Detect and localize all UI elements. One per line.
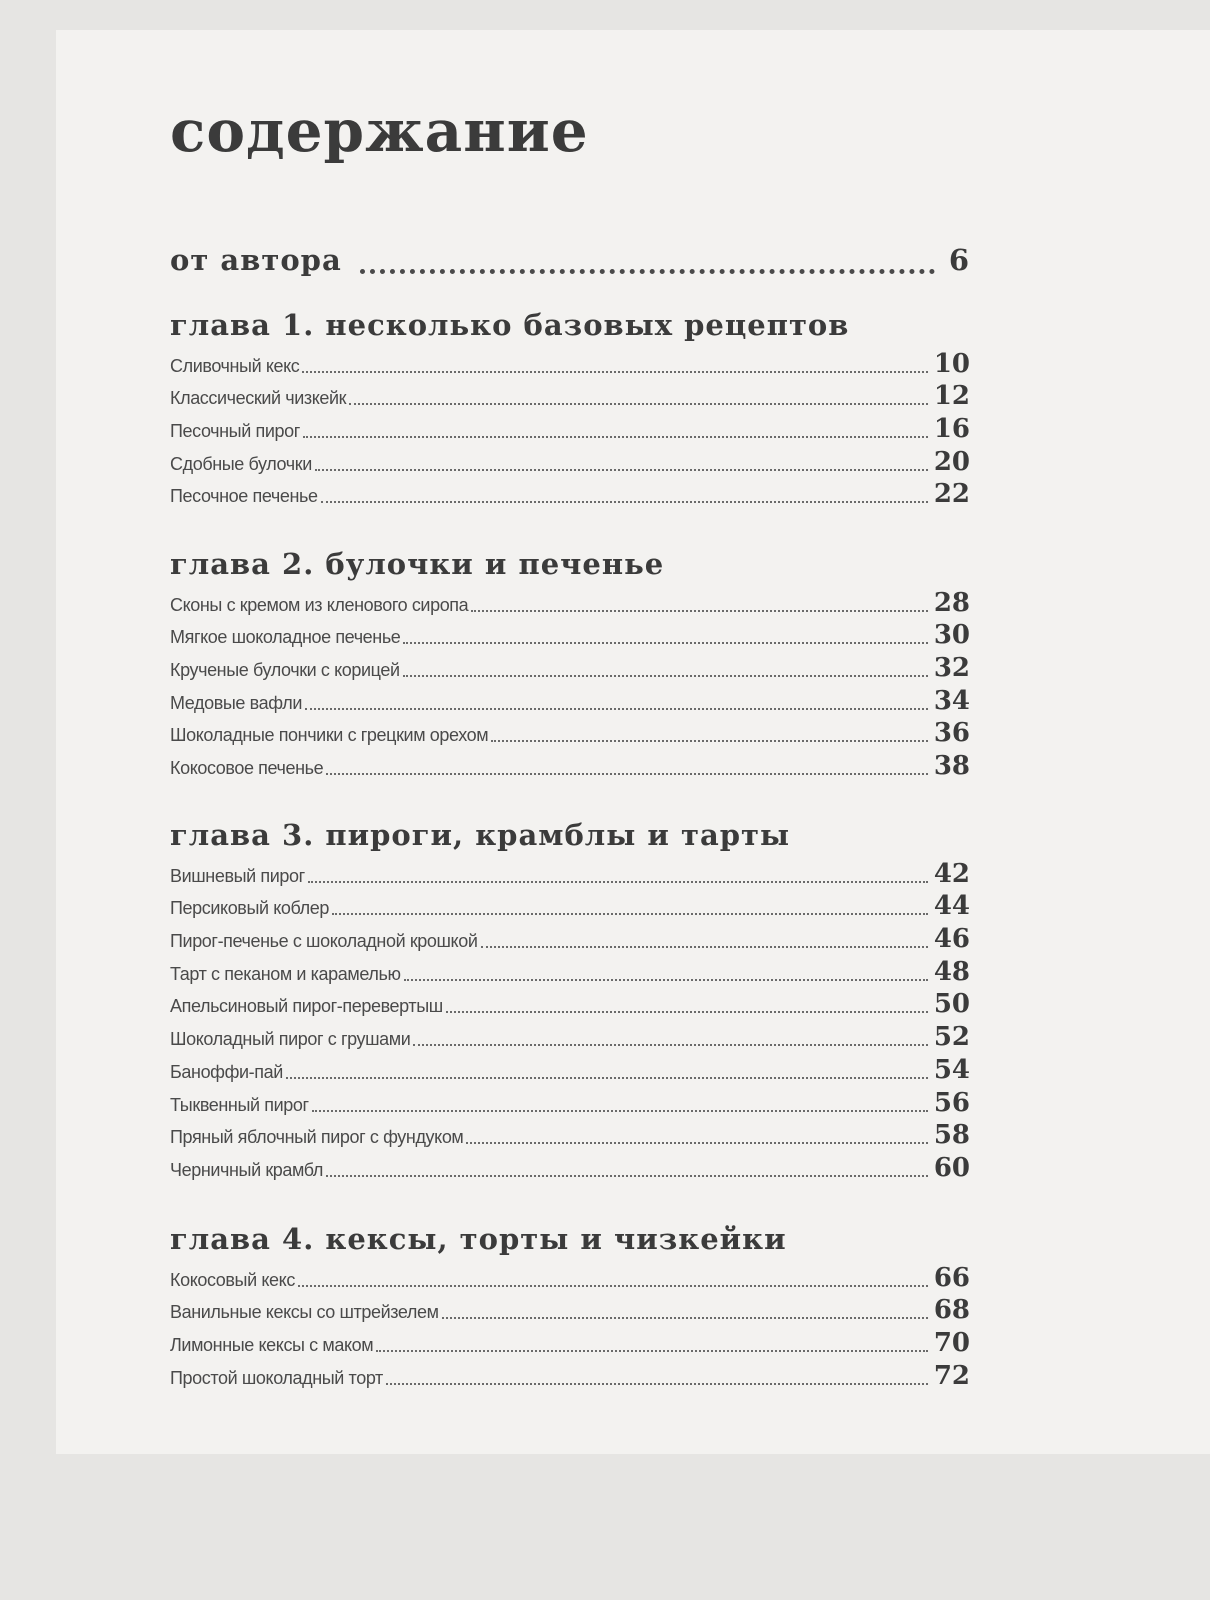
entry-page-number: 42 <box>933 858 970 889</box>
dot-leader <box>312 1110 928 1112</box>
entry-name: Лимонные кексы с маком <box>170 1335 374 1356</box>
toc-entry[interactable] <box>170 1019 970 1052</box>
entry-name: Шоколадные пончики с грецким орехом <box>170 725 489 746</box>
entry-page-number: 30 <box>933 620 970 651</box>
entry-name: Кокосовое печенье <box>170 758 324 779</box>
entry-page-number: 16 <box>933 414 970 445</box>
toc-entry[interactable] <box>170 1118 970 1151</box>
dot-leader <box>471 610 928 612</box>
chapter-4 <box>170 1220 970 1391</box>
toc-entry[interactable] <box>170 987 970 1020</box>
page-title: содержание <box>170 97 589 165</box>
dot-leader <box>349 403 928 405</box>
dot-leader <box>376 1350 928 1352</box>
entry-name: Песочное печенье <box>170 486 318 507</box>
chapter-entries <box>170 346 970 509</box>
entry-name: Сдобные булочки <box>170 453 312 474</box>
entry-page-number: 58 <box>933 1120 970 1151</box>
toc-entry[interactable] <box>170 411 970 444</box>
dot-leader <box>481 946 929 948</box>
toc-entry[interactable] <box>170 1150 970 1183</box>
entry-name: Шоколадный пирог с грушами <box>170 1029 411 1050</box>
entry-name: Мягкое шоколадное печенье <box>170 627 401 648</box>
toc-entry[interactable] <box>170 954 970 987</box>
author-label: от автора <box>170 243 342 277</box>
entry-page-number: 70 <box>933 1328 970 1359</box>
chapter-1 <box>170 306 970 509</box>
entry-name: Сконы с кремом из кленового сиропа <box>170 594 469 615</box>
toc-author-row[interactable] <box>170 243 970 277</box>
entry-name: Пирог-печенье с шоколадной крошкой <box>170 931 478 952</box>
toc-entry[interactable] <box>170 716 970 749</box>
chapter-entries <box>170 585 970 781</box>
toc-entry[interactable] <box>170 1052 970 1085</box>
dot-leader <box>404 979 928 981</box>
entry-page-number: 66 <box>933 1262 970 1293</box>
dot-leader <box>305 708 928 710</box>
toc-entry[interactable] <box>170 921 970 954</box>
dot-leader <box>302 371 928 373</box>
dot-leader <box>446 1011 928 1013</box>
dot-leader <box>403 675 928 677</box>
toc-entry[interactable] <box>170 748 970 781</box>
toc-entry[interactable] <box>170 585 970 618</box>
entry-page-number: 46 <box>933 924 970 955</box>
entry-page-number: 72 <box>933 1360 970 1391</box>
toc-entry[interactable] <box>170 1260 970 1293</box>
entry-page-number: 32 <box>933 653 970 684</box>
dot-leader <box>315 469 928 471</box>
toc-entry[interactable] <box>170 1085 970 1118</box>
entry-name: Сливочный кекс <box>170 355 300 376</box>
entry-page-number: 36 <box>933 718 970 749</box>
dot-leader <box>326 773 928 775</box>
toc-entry[interactable] <box>170 683 970 716</box>
entry-page-number: 54 <box>933 1054 970 1085</box>
entry-name: Кокосовый кекс <box>170 1269 295 1290</box>
dot-leader <box>308 881 928 883</box>
toc-entry[interactable] <box>170 1358 970 1391</box>
toc-entry[interactable] <box>170 1293 970 1326</box>
entry-name: Медовые вафли <box>170 692 302 713</box>
chapter-title: глава 1. несколько базовых рецептов <box>170 308 850 342</box>
dot-leader <box>298 1285 928 1287</box>
dot-leader <box>332 913 928 915</box>
dot-leader <box>321 501 928 503</box>
dot-leader <box>442 1317 928 1319</box>
dot-leader <box>386 1383 928 1385</box>
toc-entry[interactable] <box>170 618 970 651</box>
chapter-entries <box>170 856 970 1183</box>
entry-page-number: 48 <box>933 956 970 987</box>
toc-entry[interactable] <box>170 444 970 477</box>
entry-page-number: 60 <box>933 1152 970 1183</box>
entry-page-number: 44 <box>933 891 970 922</box>
entry-page-number: 28 <box>933 587 970 618</box>
dot-leader <box>303 436 928 438</box>
entry-page-number: 38 <box>933 751 970 782</box>
entry-name: Ванильные кексы со штрейзелем <box>170 1302 439 1323</box>
author-page-number: 6 <box>948 243 970 277</box>
chapter-2 <box>170 545 970 781</box>
entry-page-number: 34 <box>933 685 970 716</box>
chapter-entries <box>170 1260 970 1391</box>
toc-entry[interactable] <box>170 650 970 683</box>
book-page <box>56 30 1210 1454</box>
toc-entry[interactable] <box>170 477 970 510</box>
dot-leader <box>491 740 928 742</box>
chapter-title: глава 3. пироги, крамблы и тарты <box>170 818 791 852</box>
toc-entry[interactable] <box>170 889 970 922</box>
entry-page-number: 68 <box>933 1295 970 1326</box>
entry-page-number: 50 <box>933 989 970 1020</box>
chapter-title: глава 2. булочки и печенье <box>170 547 665 581</box>
entry-page-number: 56 <box>933 1087 970 1118</box>
entry-name: Классический чизкейк <box>170 388 347 409</box>
toc-entry[interactable] <box>170 1325 970 1358</box>
toc-entry[interactable] <box>170 856 970 889</box>
entry-name: Тарт с пеканом и карамелью <box>170 963 401 984</box>
toc-entry[interactable] <box>170 346 970 379</box>
entry-page-number: 12 <box>933 381 970 412</box>
entry-page-number: 20 <box>933 446 970 477</box>
entry-name: Песочный пирог <box>170 421 300 442</box>
dot-leader <box>466 1142 928 1144</box>
entry-page-number: 10 <box>933 348 970 379</box>
dot-leader <box>360 269 935 274</box>
dot-leader <box>326 1175 928 1177</box>
entry-name: Пряный яблочный пирог с фундуком <box>170 1127 464 1148</box>
dot-leader <box>413 1044 928 1046</box>
entry-name: Тыквенный пирог <box>170 1094 309 1115</box>
toc-entry[interactable] <box>170 379 970 412</box>
entry-name: Крученые булочки с корицей <box>170 660 400 681</box>
entry-name: Баноффи-пай <box>170 1061 283 1082</box>
entry-name: Персиковый коблер <box>170 898 329 919</box>
chapter-3 <box>170 816 970 1183</box>
entry-page-number: 52 <box>933 1022 970 1053</box>
entry-name: Простой шоколадный торт <box>170 1367 383 1388</box>
entry-name: Апельсиновый пирог-перевертыш <box>170 996 443 1017</box>
chapter-title: глава 4. кексы, торты и чизкейки <box>170 1222 787 1256</box>
dot-leader <box>286 1077 928 1079</box>
dot-leader <box>403 642 928 644</box>
entry-page-number: 22 <box>933 479 970 510</box>
entry-name: Вишневый пирог <box>170 865 305 886</box>
entry-name: Черничный крамбл <box>170 1159 323 1180</box>
